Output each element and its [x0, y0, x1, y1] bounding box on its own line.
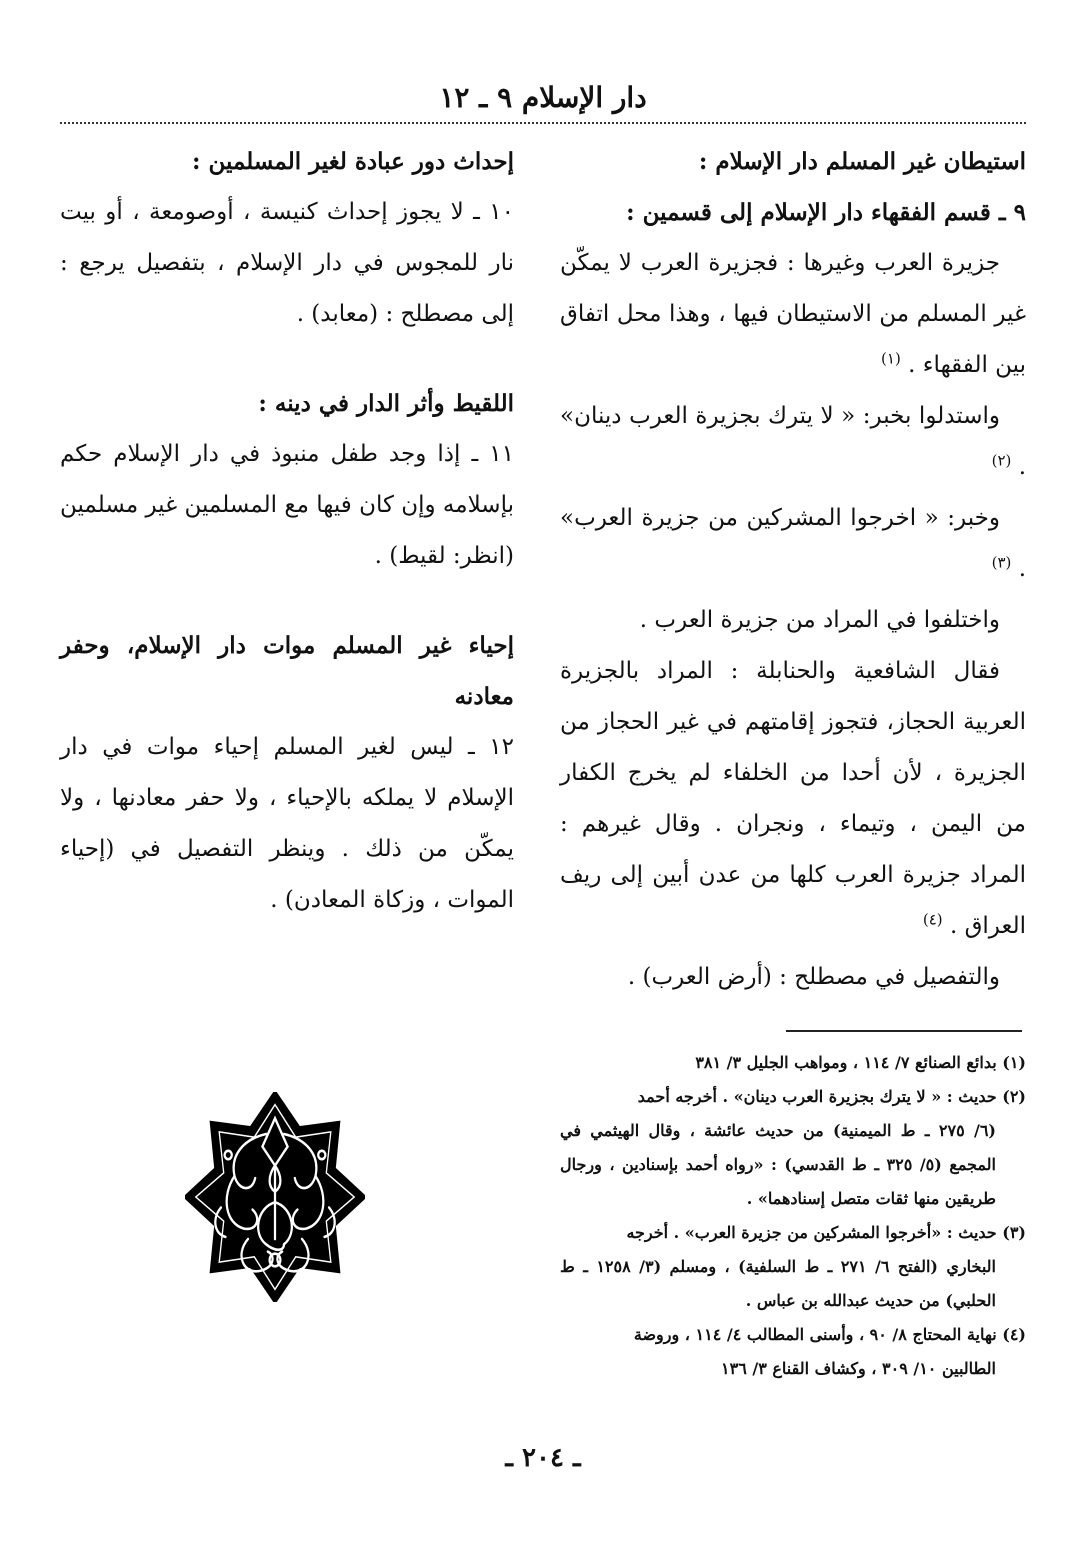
footnote-divider: [786, 1030, 1022, 1032]
header-divider: [60, 122, 1026, 124]
paragraph-12: ١٢ ـ ليس لغير المسلم إحياء موات في دار الإسلام لا يملكه بالإحياء ، ولا حفر معادنها ، ولا يمكّن من ذلك . وينظر التفصيل في (إحياء الموات ، وزكاة المعادن) .: [60, 734, 514, 913]
footnote-2: (٢) حديث : « لا يترك بجزيرة العرب دينان» . أخرجه أحمد: [637, 1087, 1026, 1106]
arabesque-star-ornament-icon: [185, 1092, 365, 1302]
paragraph-hadith-1: [560, 391, 1026, 493]
paragraph-arabian-peninsula: [560, 238, 1026, 391]
paragraph-arabian-peninsula-text: جزيرة العرب وغيرها : فجزيرة العرب لا يمكّن غير المسلم من الاستيطان فيها ، وهذا محل اتفاق بين الفقهاء .: [560, 250, 1026, 378]
paragraph-hadith-2: [560, 493, 1026, 595]
paragraph-9: ٩ ـ قسم الفقهاء دار الإسلام إلى قسمين :: [626, 199, 1026, 226]
paragraph-shafii-hanbali: [560, 646, 1026, 952]
footnote-4-continuation: الطالبين ١٠/ ٣٠٩ ، وكشاف القناع ٣/ ١٣٦: [721, 1359, 996, 1378]
footnote-2-continuation: (٦/ ٢٧٥ ـ ط الميمنية) من حديث عائشة ، وقال الهيثمي في المجمع (٥/ ٣٢٥ ـ ط القدسي) : «رواه أحمد بإسنادين ، ورجال طريقين منها ثقات متصل إسنادهما» .: [560, 1121, 997, 1208]
paragraph-detail-reference: والتفصيل في مصطلح : (أرض العرب) .: [627, 964, 1000, 990]
footnote-3-continuation: البخاري (الفتح ٦/ ٢٧١ ـ ط السلفية) ، ومسلم (٣/ ١٢٥٨ ـ ط الحلبي) من حديث عبدالله بن عباس .: [560, 1257, 996, 1310]
footnote-ref-2: (٢): [991, 451, 1012, 470]
page-header-title: دار الإسلام ٩ ـ ١٢: [439, 81, 647, 114]
paragraph-hadith-1-text: واستدلوا بخبر: « لا يترك بجزيرة العرب دينان» .: [560, 403, 1026, 480]
footnote-3: (٣) حديث : «أخرجوا المشركين من جزيرة العرب» . أخرجه: [626, 1223, 1026, 1242]
heading-places-of-worship: إحداث دور عبادة لغير المسلمين :: [192, 148, 514, 175]
paragraph-shafii-hanbali-text: فقال الشافعية والحنابلة : المراد بالجزيرة العربية الحجاز، فتجوز إقامتهم في غير الحجاز من الجزيرة ، لأن أحدا من الخلفاء لم يخرج الكفار من اليمن ، وتيماء ، ونجران . وقال غيرهم : المراد جزيرة العرب كلها من عدن أبين إلى ريف العراق .: [560, 658, 1026, 939]
heading-reviving-land: إحياء غير المسلم موات دار الإسلام، وحفر معادنه: [60, 632, 514, 710]
right-column: [560, 136, 1026, 1003]
left-column: [60, 136, 514, 926]
paragraph-11: ١١ ـ إذا وجد طفل منبوذ في دار الإسلام حكم بإسلامه وإن كان فيها مع المسلمين غير مسلمين (انظر: لقيط) .: [59, 441, 514, 569]
footnote-ref-1: (١): [881, 349, 901, 368]
paragraph-10: ١٠ ـ لا يجوز إحداث كنيسة ، أوصومعة ، أو بيت نار للمجوس في دار الإسلام ، بتفصيل يرجع : إلى مصطلح : (معابد) .: [60, 199, 514, 327]
heading-residence: استيطان غير المسلم دار الإسلام :: [698, 148, 1026, 175]
paragraph-disagreement: واختلفوا في المراد من جزيرة العرب .: [639, 607, 1000, 633]
section-gap: [60, 582, 514, 620]
footnote-1: (١) بدائع الصنائع ٧/ ١١٤ ، ومواهب الجليل ٣/ ٣٨١: [695, 1053, 1026, 1072]
section-gap: [60, 340, 514, 378]
paragraph-hadith-2-text: وخبر: « اخرجوا المشركين من جزيرة العرب» .: [560, 505, 1026, 582]
footnote-4: (٤) نهاية المحتاج ٨/ ٩٠ ، وأسنى المطالب ٤/ ١١٤ ، وروضة: [633, 1325, 1026, 1344]
page-number: ـ ٢٠٤ ـ: [505, 1443, 581, 1473]
footnotes: [560, 1046, 1026, 1386]
footnote-ref-3: (٣): [991, 553, 1012, 572]
footnote-ref-4: (٤): [922, 910, 943, 929]
heading-foundling: اللقيط وأثر الدار في دينه :: [258, 390, 514, 417]
